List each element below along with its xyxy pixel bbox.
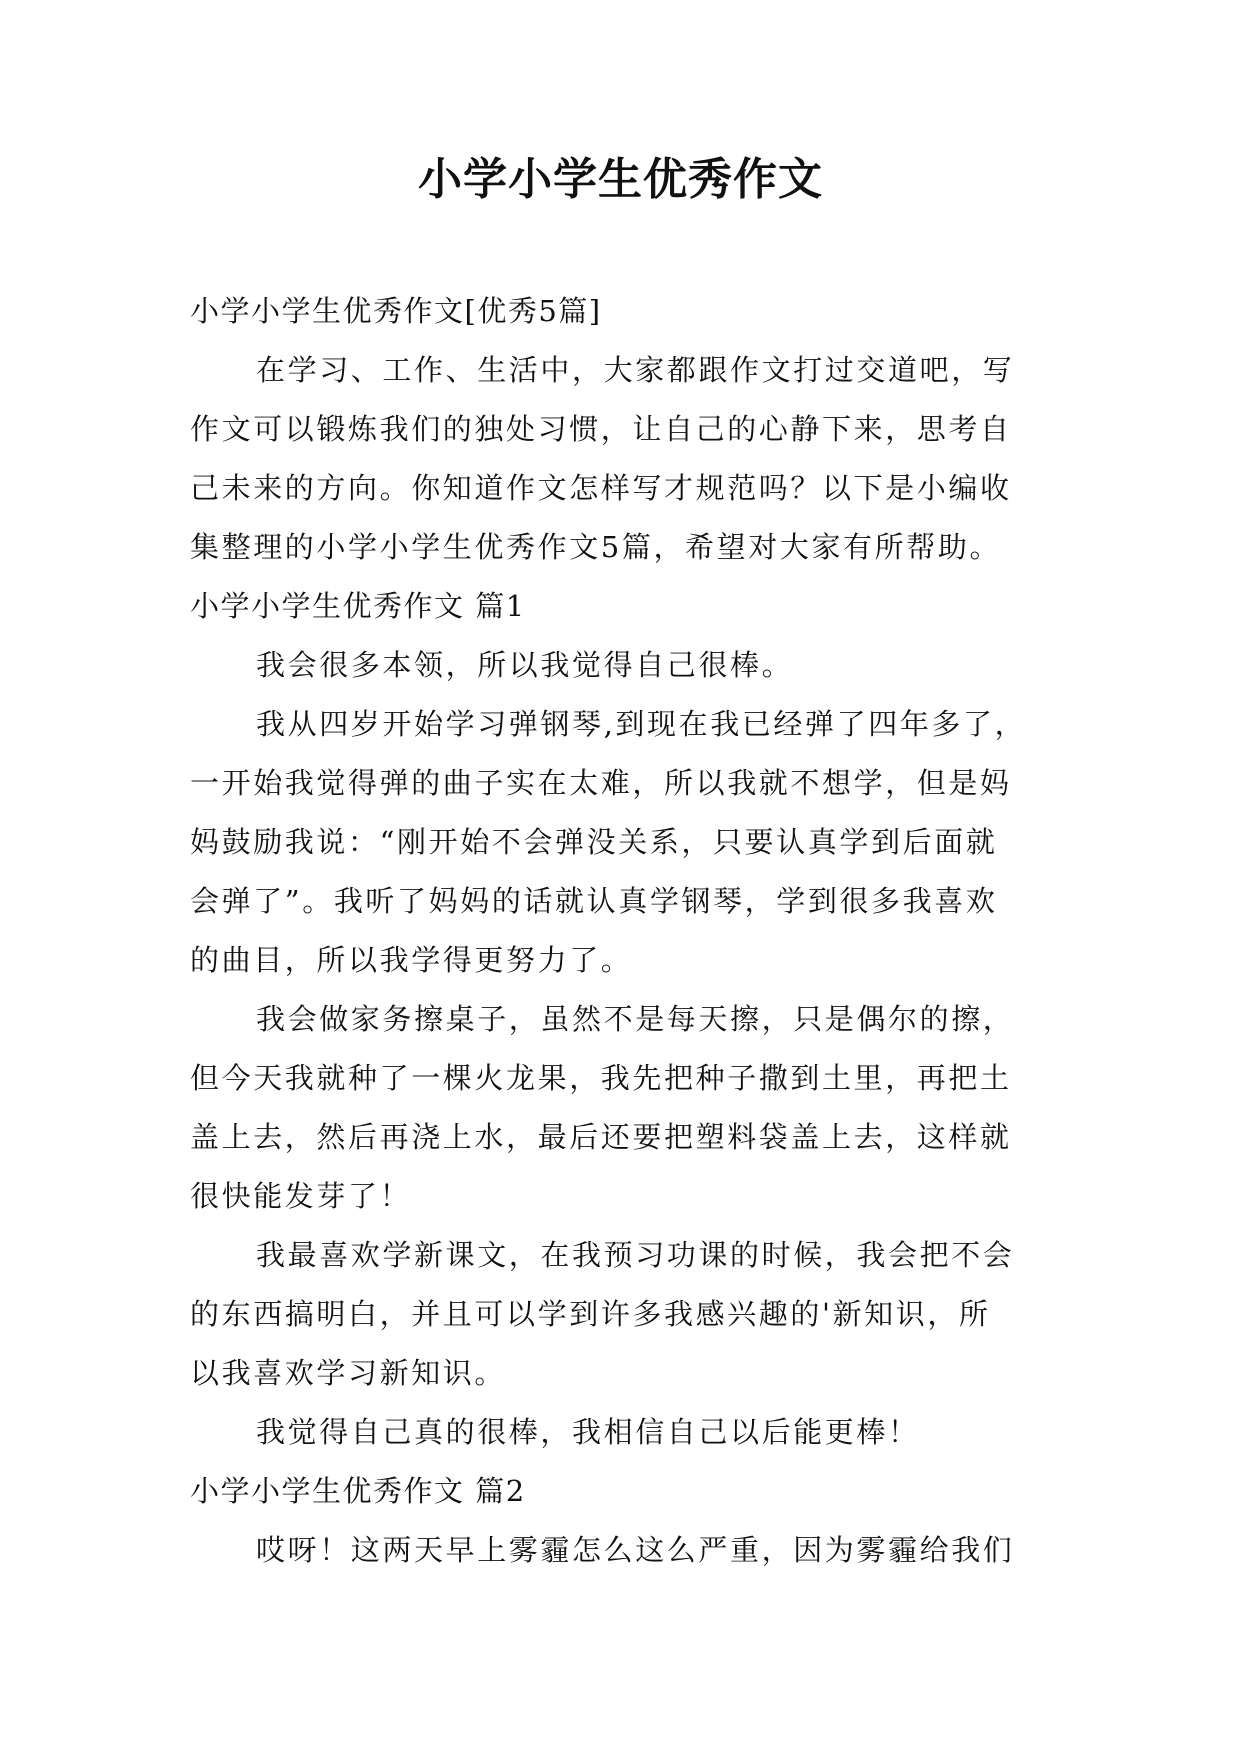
document-body — [190, 282, 1060, 1580]
paragraph-line: 在学习、工作、生活中，大家都跟作文打过交道吧，写 — [256, 353, 1015, 387]
paragraph-line: 我最喜欢学新课文，在我预习功课的时候，我会把不会 — [256, 1238, 1015, 1272]
paragraph-line: 妈鼓励我说：“刚开始不会弹没关系，只要认真学到后面就 — [190, 825, 998, 859]
paragraph-line: 会弹了”。我听了妈妈的话就认真学钢琴，学到很多我喜欢 — [190, 884, 998, 918]
paragraph-line: 但今天我就种了一棵火龙果，我先把种子撒到土里，再把土 — [190, 1061, 1012, 1095]
paragraph-line: 的东西搞明白，并且可以学到许多我感兴趣的'新知识，所 — [190, 1297, 991, 1331]
paragraph-line: 一开始我觉得弹的曲子实在太难，所以我就不想学，但是妈 — [190, 766, 1012, 800]
section-heading: 小学小学生优秀作文[优秀5篇] — [190, 294, 602, 328]
paragraph-line: 我会做家务擦桌子，虽然不是每天擦，只是偶尔的擦， — [256, 1002, 1015, 1036]
paragraph-line: 集整理的小学小学生优秀作文5篇，希望对大家有所帮助。 — [190, 530, 1002, 564]
document-title: 小学小学生优秀作文 — [418, 154, 823, 205]
paragraph-line: 很快能发芽了！ — [190, 1179, 412, 1213]
section-heading: 小学小学生优秀作文 篇2 — [190, 1474, 526, 1508]
paragraph-line: 我会很多本领，所以我觉得自己很棒。 — [256, 648, 794, 682]
paragraph-line: 己未来的方向。你知道作文怎样写才规范吗？以下是小编收 — [190, 471, 1012, 505]
paragraph-line: 哎呀！这两天早上雾霾怎么这么严重，因为雾霾给我们 — [256, 1533, 1015, 1567]
paragraph-line: 我从四岁开始学习弹钢琴,到现在我已经弹了四年多了， — [256, 707, 1027, 741]
paragraph-line: 我觉得自己真的很棒，我相信自己以后能更棒！ — [256, 1415, 920, 1449]
paragraph-line: 的曲目，所以我学得更努力了。 — [190, 943, 633, 977]
paragraph-line: 以我喜欢学习新知识。 — [190, 1356, 507, 1390]
section-heading: 小学小学生优秀作文 篇1 — [190, 589, 526, 623]
paragraph-line: 盖上去，然后再浇上水，最后还要把塑料袋盖上去，这样就 — [190, 1120, 1012, 1154]
paragraph-line: 作文可以锻炼我们的独处习惯，让自己的心静下来，思考自 — [190, 412, 1012, 446]
